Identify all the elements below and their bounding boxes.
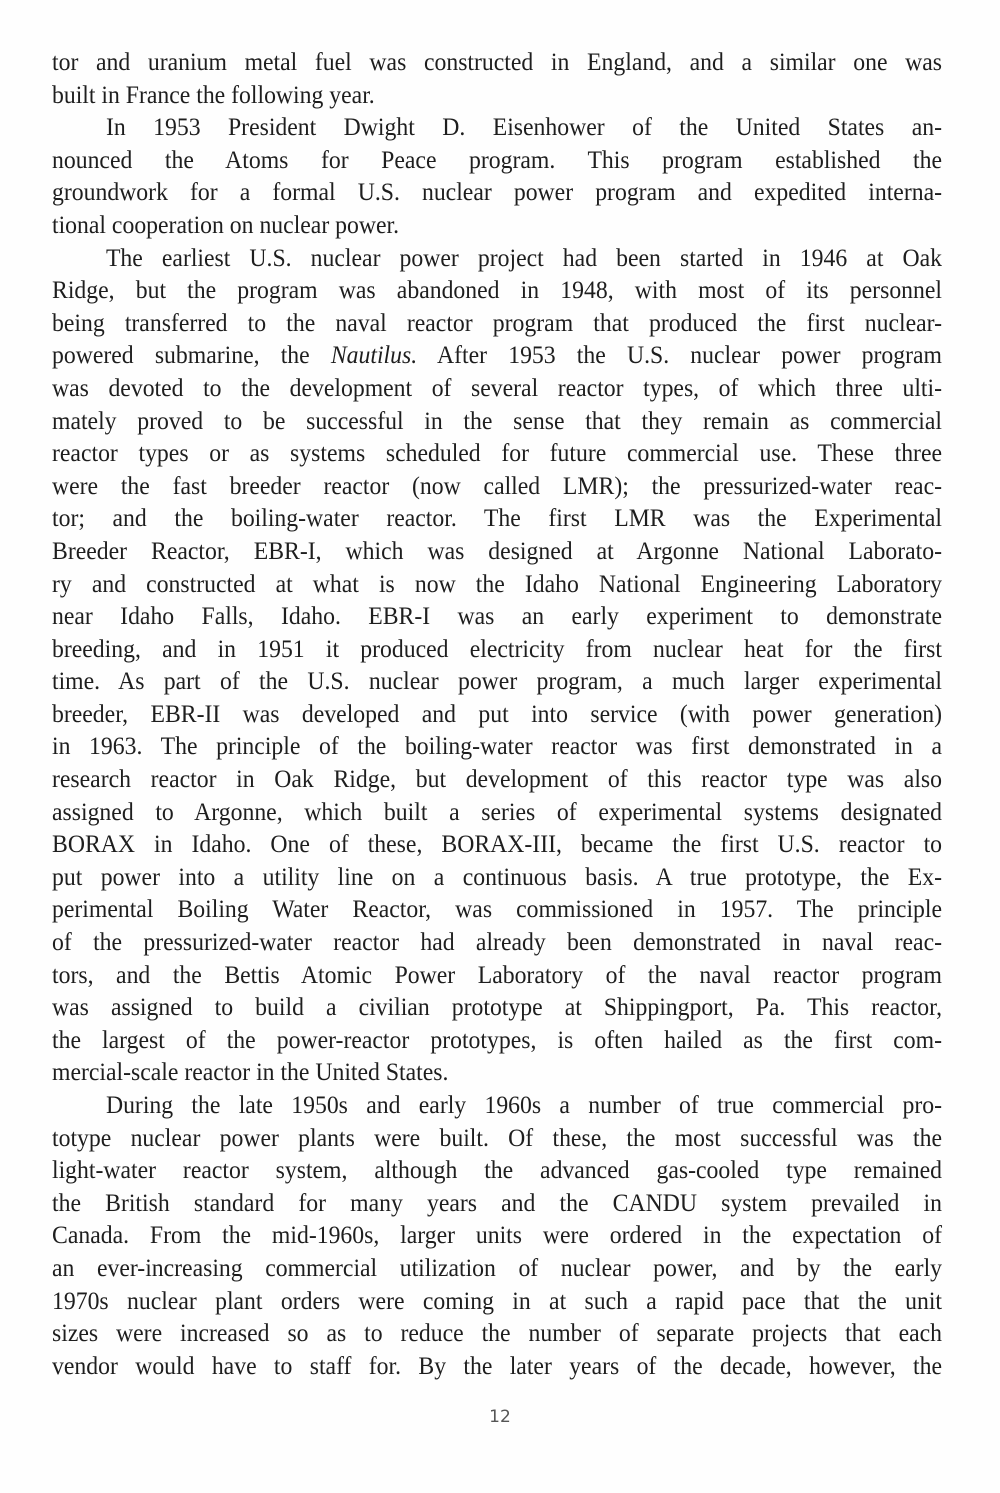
text-line: the British standard for many years and the CANDU system prevailed in	[52, 1187, 943, 1217]
text-line: built in France the following year.	[52, 79, 375, 109]
text-line: breeding, and in 1951 it produced electricity from nuclear heat for the first	[52, 633, 943, 663]
text-line: During the late 1950s and early 1960s a number of true commercial pro-	[105, 1090, 943, 1119]
text-line: time. As part of the U.S. nuclear power program, a much larger experimental	[52, 666, 943, 696]
text-line: assigned to Argonne, which built a series of experimental systems designated	[52, 796, 943, 826]
text-line: research reactor in Oak Ridge, but development of this reactor type was also	[52, 764, 943, 794]
text-line: tor and uranium metal fuel was constructed in England, and a similar one was	[52, 47, 943, 76]
text-line: Ridge, but the program was abandoned in 1948, with most of its personnel	[52, 275, 943, 305]
text-line: was devoted to the development of several reactor types, of which three ulti-	[52, 372, 943, 402]
text-line: of the pressurized-water reactor had already been demonstrated in naval reac-	[52, 927, 943, 957]
text-line: was assigned to build a civilian prototype at Shippingport, Pa. This reactor,	[52, 992, 943, 1022]
text-line: sizes were increased so as to reduce the number of separate projects that each	[52, 1318, 943, 1348]
text-line: were the fast breeder reactor (now called LMR); the pressurized-water reac-	[52, 470, 943, 500]
text-line: BORAX in Idaho. One of these, BORAX-III, became the first U.S. reactor to	[52, 829, 943, 859]
body-text	[52, 46, 942, 1382]
text-line	[52, 339, 942, 372]
text-line: The earliest U.S. nuclear power project had been started in 1946 at Oak	[105, 242, 943, 272]
text-line: light-water reactor system, although the advanced gas-cooled type remained	[52, 1155, 943, 1185]
text-line: tor; and the boiling-water reactor. The first LMR was the Experimental	[52, 503, 943, 533]
text-line: groundwork for a formal U.S. nuclear power program and expedited interna-	[52, 177, 943, 207]
page-number: 12	[489, 1407, 511, 1427]
text-line: mately proved to be successful in the sense that they remain as commercial	[52, 405, 943, 435]
text-line: Canada. From the mid-1960s, larger units were ordered in the expectation of	[52, 1220, 943, 1250]
text-line: the largest of the power-reactor prototypes, is often hailed as the first com-	[52, 1024, 943, 1054]
text-line: Breeder Reactor, EBR-I, which was designed at Argonne National Laborato-	[52, 535, 943, 565]
text-line: put power into a utility line on a continuous basis. A true prototype, the Ex-	[52, 861, 943, 891]
text-line: tors, and the Bettis Atomic Power Laboratory of the naval reactor program	[52, 959, 943, 989]
text-line: in 1963. The principle of the boiling-water reactor was first demonstrated in a	[52, 731, 943, 761]
italic-title: Nautilus.	[330, 340, 418, 370]
text-line: mercial-scale reactor in the United States.	[52, 1057, 449, 1087]
text-line: totype nuclear power plants were built. Of these, the most successful was the	[52, 1122, 943, 1152]
text-line: In 1953 President Dwight D. Eisenhower of the United States an-	[105, 112, 943, 142]
text-line: breeder, EBR-II was developed and put into service (with power generation)	[52, 698, 943, 728]
text-line: nounced the Atoms for Peace program. This program established the	[52, 144, 943, 174]
text-line: ry and constructed at what is now the Idaho National Engineering Laboratory	[52, 568, 943, 598]
text-line: perimental Boiling Water Reactor, was commissioned in 1957. The principle	[52, 894, 943, 924]
text-line: near Idaho Falls, Idaho. EBR-I was an early experiment to demonstrate	[52, 601, 943, 631]
text-span: powered submarine, the	[52, 340, 331, 370]
text-line: reactor types or as systems scheduled for future commercial use. These three	[52, 438, 943, 468]
text-line: tional cooperation on nuclear power.	[52, 209, 400, 239]
text-span: After 1953 the U.S. nuclear power program	[417, 340, 943, 370]
text-line: being transferred to the naval reactor program that produced the first nuclear-	[52, 307, 943, 337]
text-line: 1970s nuclear plant orders were coming in at such a rapid pace that the unit	[52, 1285, 943, 1315]
text-line: vendor would have to staff for. By the later years of the decade, however, the	[52, 1350, 943, 1380]
text-line: an ever-increasing commercial utilization of nuclear power, and by the early	[52, 1252, 943, 1282]
